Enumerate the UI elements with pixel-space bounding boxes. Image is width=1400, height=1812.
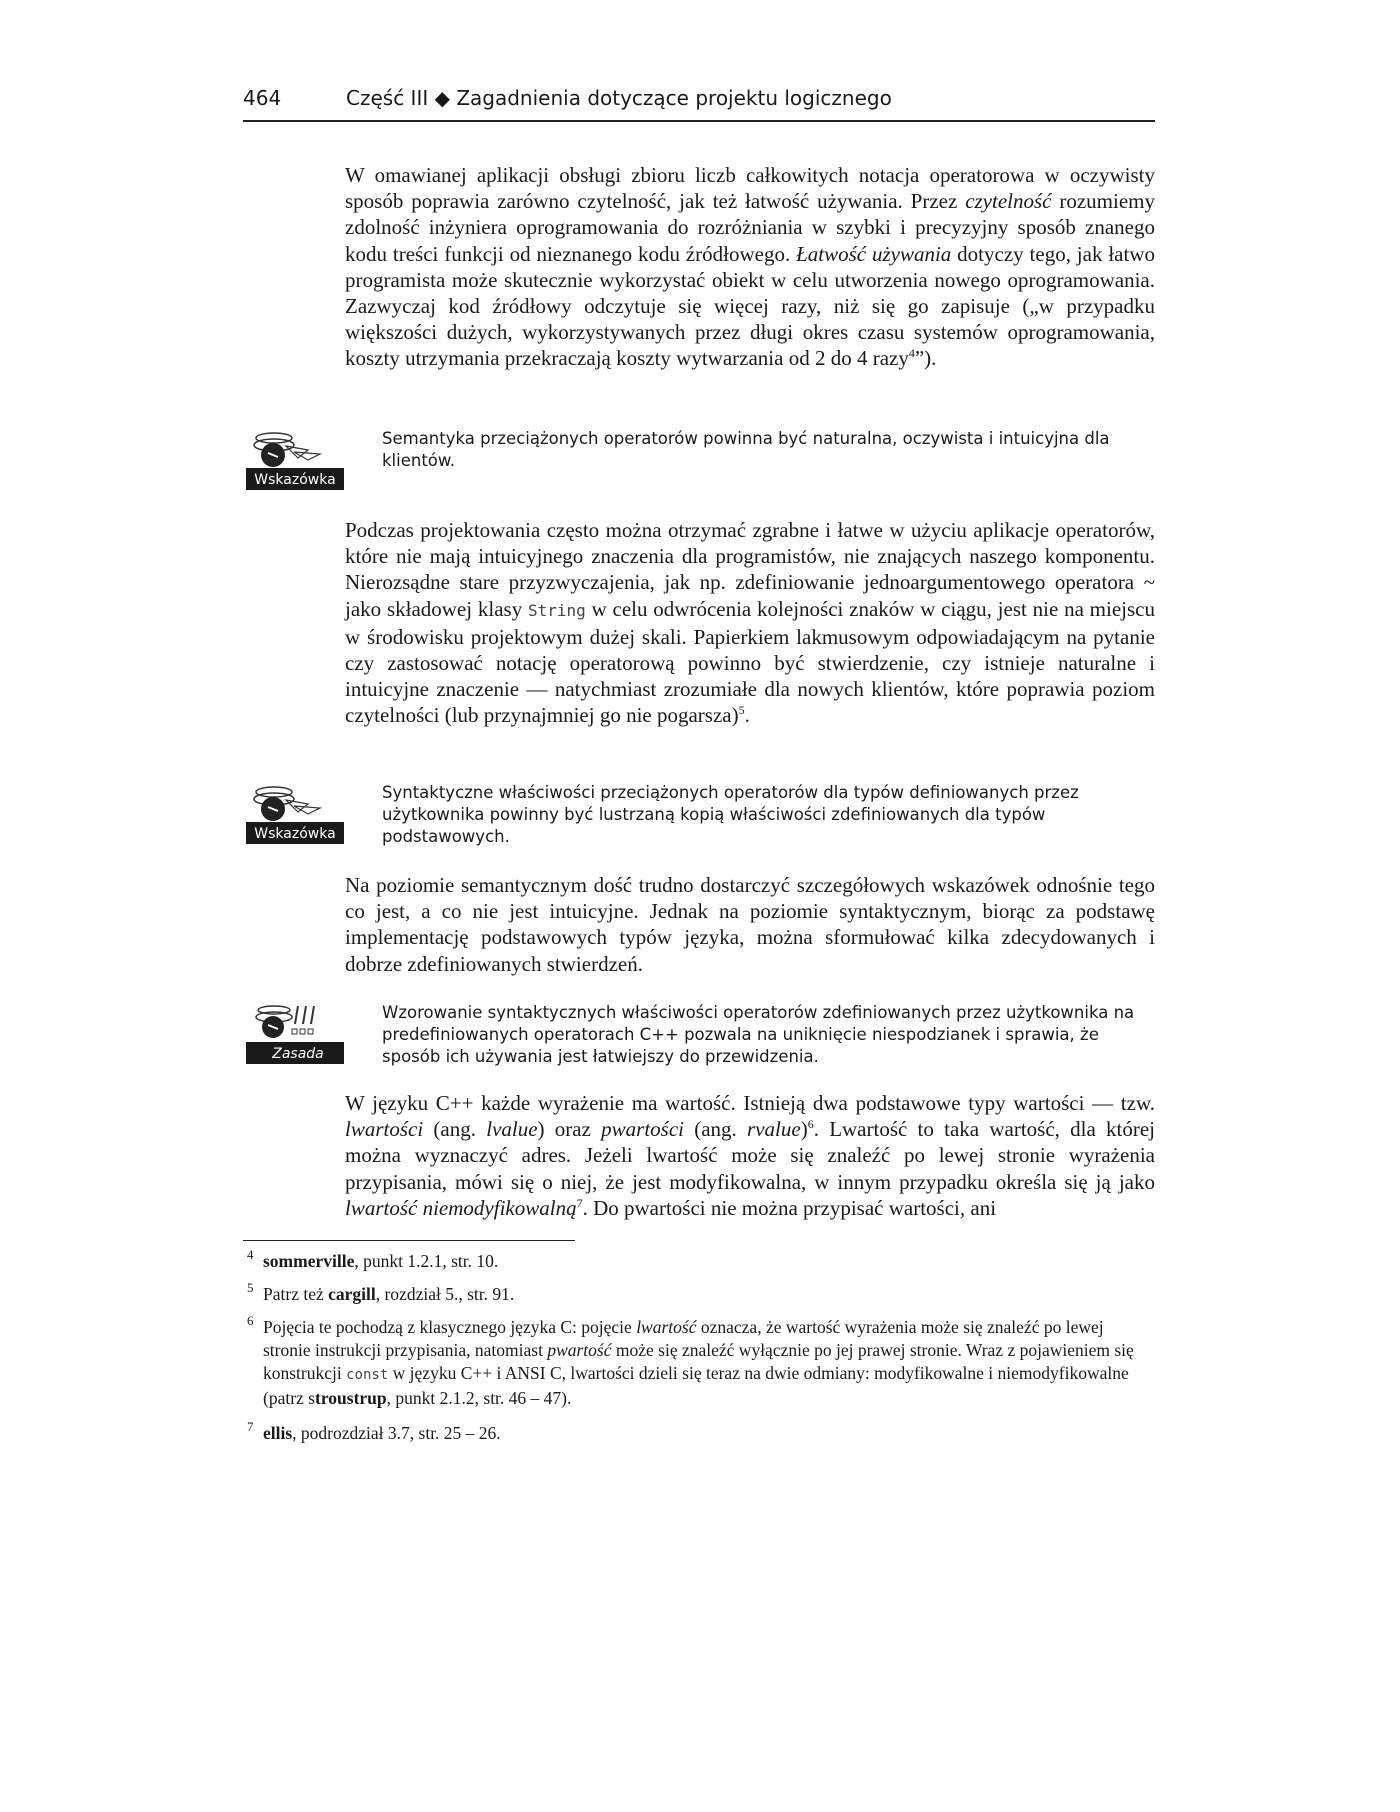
- paragraph-3: Na poziomie semantycznym dość trudno dostarczyć szczegółowych wskazówek odnośnie tego co jest, a co nie jest intuicyjne. Jednak na poziomie syntaktycznym, biorąc za podstawę implementację podstawowych typów języka, można sformułować kilka zdecydowanych i dobrze zdefiniowanych stwierdzeń.: [345, 873, 1155, 976]
- footnote-6: 6 Pojęcia te pochodzą z klasycznego języka C: pojęcie lwartość oznacza, że wartość wyrażenia może się znaleźć po lewej stronie instrukcji przypisania, natomiast pwartość może się znaleźć wyłącznie po jej prawej stronie. Wraz z pojawieniem się konstrukcji const w języku C++ i ANSI C, lwartości dzieli się teraz na dwie odmiany: modyfikowalne i niemodyfikowalne (patrz stroustrup, punkt 2.1.2, str. 46 – 47).: [247, 1313, 1134, 1408]
- hint-icon: [246, 428, 346, 492]
- footnote-ref-5[interactable]: 5: [738, 703, 745, 718]
- hint-label: Wskazówka: [254, 826, 336, 842]
- page-number: 464: [243, 86, 282, 110]
- footnote-separator: [243, 1240, 575, 1241]
- hint-label: Wskazówka: [254, 472, 336, 488]
- paragraph-2: Podczas projektowania często można otrzymać zgrabne i łatwe w użyciu aplikacje operatorów, które nie mają intuicyjnego znaczenia dla programistów, nie znających naszego komponentu. Nierozsądne stare przyzwyczajenia, jak np. zdefiniowanie jednoargumentowego operatora ~ jako składowej klasy String w celu odwrócenia kolejności znaków w ciągu, jest nie na miejscu w środowisku projektowym dużej skali. Papierkiem lakmusowym odpowiadającym na pytanie czy zastosować notację operatorową powinno być stwierdzenie, czy istnieje naturalne i intuicyjne znaczenie — natychmiast zrozumiałe dla nowych klientów, które poprawia poziom czytelności (lub przynajmniej go nie pogarsza)$^5$.: [345, 518, 1155, 728]
- hint-icon: [246, 782, 346, 846]
- footnote-4: 4 sommerville, punkt 1.2.1, str. 10.: [247, 1247, 499, 1271]
- footnote-ref-6[interactable]: 6: [807, 1117, 814, 1132]
- running-title: Część III ◆ Zagadnienia dotyczące projektu logicznego: [346, 86, 892, 110]
- code-string: String: [528, 600, 586, 620]
- paragraph-4: W języku C++ każde wyrażenie ma wartość. Istnieją dwa podstawowe typy wartości — tzw. lwartości (ang. lvalue) oraz pwartości (ang. rvalue)$^6$. Lwartość to taka wartość, dla której można wyznaczyć adres. Jeżeli lwartość może się znaleźć po lewej stronie wyrażenia przypisania, mówi się o niej, że jest modyfikowalna, w innym przypadku określa się ją jako lwartość niemodyfikowalną$^7$. Do pwartości nie można przypisać wartości, ani: [345, 1091, 1155, 1220]
- paragraph-1: W omawianej aplikacji obsługi zbioru liczb całkowitych notacja operatorowa w oczywisty sposób poprawia zarówno czytelność, jak też łatwość używania. Przez czytelność rozumiemy zdolność inżyniera oprogramowania do rozróżniania w szybki i precyzyjny sposób znanego kodu treści funkcji od nieznanego kodu źródłowego. Łatwość używania dotyczy tego, jak łatwo programista może skutecznie wykorzystać obiekt w celu utworzenia nowego oprogramowania. Zazwyczaj kod źródłowy odczytuje się więcej razy, niż się go zapisuje („w przypadku większości dużych, wykorzystywanych przez długi okres czasu systemów oprogramowania, koszty utrzymania przekraczają koszty wytwarzania od 2 do 4 razy$^4$”).: [345, 163, 1156, 371]
- footnote-7: 7 ellis, podrozdział 3.7, str. 25 – 26.: [247, 1419, 501, 1443]
- rule-icon: [246, 1002, 346, 1066]
- footnote-ref-4[interactable]: 4: [908, 346, 915, 361]
- page-header: [243, 84, 1155, 122]
- rule-text-1: Wzorowanie syntaktycznych właściwości operatorów zdefiniowanych przez użytkownika na predefiniowanych operatorach C++ pozwala na uniknięcie niespodzianek i sprawia, że sposób ich używania jest łatwiejszy do przewidzenia.: [382, 1003, 1135, 1066]
- tip-text-1: Semantyka przeciążonych operatorów powinna być naturalna, oczywista i intuicyjna dla klientów.: [382, 429, 1110, 470]
- footnote-5: 5 Patrz też cargill, rozdział 5., str. 91.: [247, 1280, 515, 1304]
- footnote-ref-7[interactable]: 7: [576, 1195, 583, 1210]
- rule-label: Zasada: [272, 1046, 324, 1062]
- tip-text-2: Syntaktyczne właściwości przeciążonych operatorów dla typów definiowanych przez użytkownika powinny być lustrzaną kopią właściwości zdefiniowanych dla typów podstawowych.: [382, 783, 1079, 846]
